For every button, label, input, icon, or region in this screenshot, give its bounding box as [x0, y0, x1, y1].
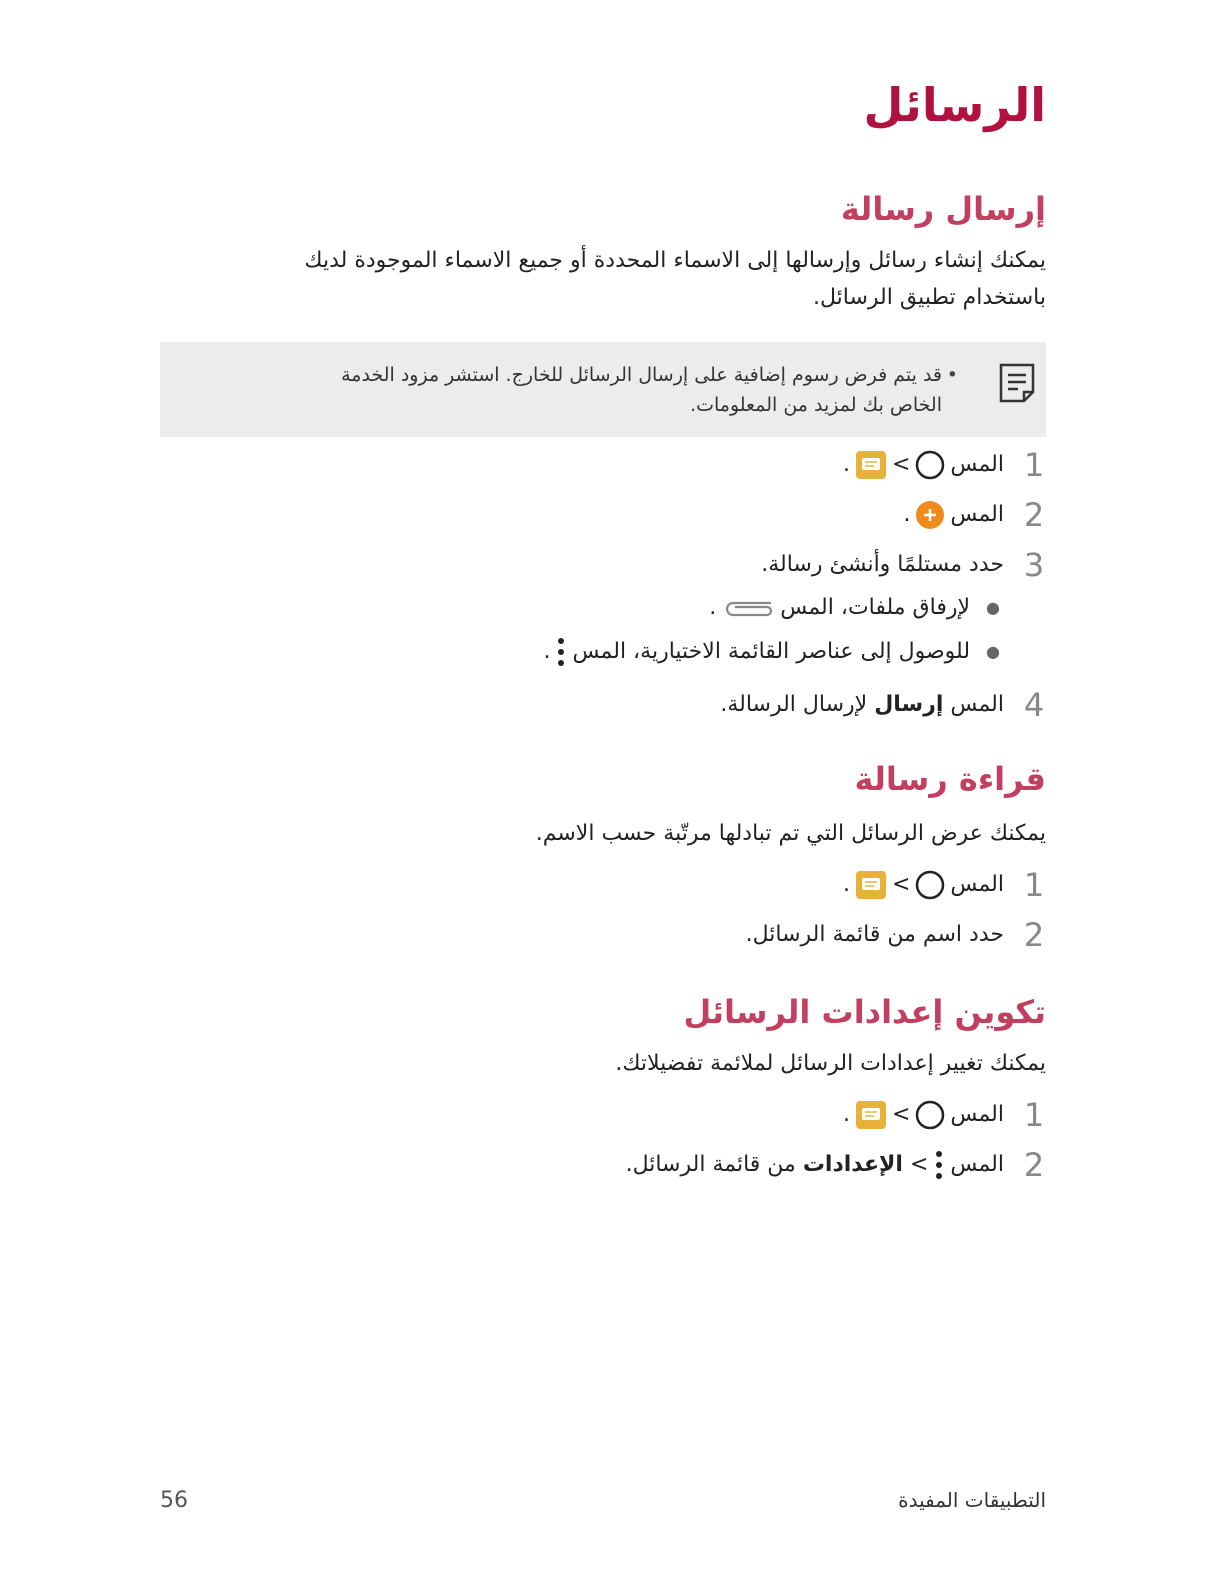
step-text: المس [950, 1152, 1004, 1177]
step-number: 1 [1023, 446, 1045, 484]
send-message-heading: إرسال رسالة [840, 190, 1046, 228]
plus-orange-icon[interactable] [915, 500, 945, 530]
step-text: المس [950, 692, 1004, 717]
bullet-dot: ● [986, 598, 1000, 617]
send-step-2 [160, 495, 1046, 539]
step-number: 2 [1023, 1146, 1045, 1184]
note-box [160, 342, 1046, 437]
step-text: المس [950, 452, 1004, 477]
page [160, 0, 1046, 1582]
note-text [250, 360, 942, 420]
send-intro-line1: يمكنك إنشاء رسائل وإرسالها إلى الاسماء المحددة أو جميع الاسماء الموجودة لديك [304, 248, 1046, 273]
separator-arrow: > [909, 1152, 929, 1177]
settings-heading: تكوين إعدادات الرسائل [683, 993, 1046, 1031]
bullet-dot: ● [986, 642, 1000, 661]
send-intro-line2: باستخدام تطبيق الرسائل. [812, 285, 1046, 310]
settings-step-1 [160, 1095, 1046, 1139]
period: . [842, 452, 850, 477]
separator-arrow: > [891, 872, 911, 897]
home-circle-icon[interactable] [915, 870, 945, 900]
more-vertical-icon[interactable] [933, 1149, 945, 1181]
step-number: 1 [1023, 1096, 1045, 1134]
read-step-2 [160, 915, 1046, 959]
footer-section: التطبيقات المفيدة [898, 1488, 1046, 1512]
step-text: حدد مستلمًا وأنشئ رسالة. [761, 552, 1004, 577]
step-text-after: لإرسال الرسالة. [720, 692, 868, 717]
settings-step-2 [160, 1145, 1046, 1189]
messages-app-icon[interactable] [855, 870, 887, 900]
step-text: المس [950, 1102, 1004, 1127]
page-title: الرسائل [863, 78, 1046, 132]
messages-app-icon[interactable] [855, 1100, 887, 1130]
period: . [842, 1102, 850, 1127]
period: . [842, 872, 850, 897]
period: . [709, 595, 717, 620]
bullet-text: للوصول إلى عناصر القائمة الاختيارية، المس [572, 639, 971, 664]
period: . [903, 502, 911, 527]
step-number: 3 [1023, 546, 1045, 584]
read-message-heading: قراءة رسالة [854, 760, 1046, 798]
note-line1: قد يتم فرض رسوم إضافية على إرسال الرسائل للخارج. استشر مزود الخدمة [341, 364, 942, 386]
note-icon [998, 362, 1036, 404]
send-bullet-2 [160, 632, 1046, 676]
page-number: 56 [160, 1488, 188, 1513]
note-bullet: • [946, 364, 958, 386]
read-step-1 [160, 865, 1046, 909]
step-number: 1 [1023, 866, 1045, 904]
step-text: حدد اسم من قائمة الرسائل. [745, 922, 1004, 947]
home-circle-icon[interactable] [915, 1100, 945, 1130]
separator-arrow: > [891, 452, 911, 477]
step-text: المس [950, 872, 1004, 897]
send-bullet-1 [160, 588, 1046, 632]
more-vertical-icon[interactable] [555, 636, 567, 668]
send-step-1 [160, 445, 1046, 489]
bullet-text: لإرفاق ملفات، المس [780, 595, 971, 620]
settings-label: الإعدادات [802, 1152, 903, 1177]
separator-arrow: > [891, 1102, 911, 1127]
step-number: 2 [1023, 916, 1045, 954]
read-intro: يمكنك عرض الرسائل التي تم تبادلها مرتّبة حسب الاسم. [535, 821, 1046, 846]
home-circle-icon[interactable] [915, 450, 945, 480]
send-step-4 [160, 685, 1046, 729]
step-number: 4 [1023, 686, 1045, 724]
period: . [543, 639, 551, 664]
step-text-after: من قائمة الرسائل. [625, 1152, 796, 1177]
note-line2: الخاص بك لمزيد من المعلومات. [690, 394, 942, 416]
send-label: إرسال [874, 692, 944, 717]
messages-app-icon[interactable] [855, 450, 887, 480]
paperclip-icon[interactable] [721, 597, 775, 619]
send-step-3 [160, 545, 1046, 589]
step-number: 2 [1023, 496, 1045, 534]
settings-intro: يمكنك تغيير إعدادات الرسائل لملائمة تفضيلاتك. [615, 1051, 1046, 1076]
step-text: المس [950, 502, 1004, 527]
